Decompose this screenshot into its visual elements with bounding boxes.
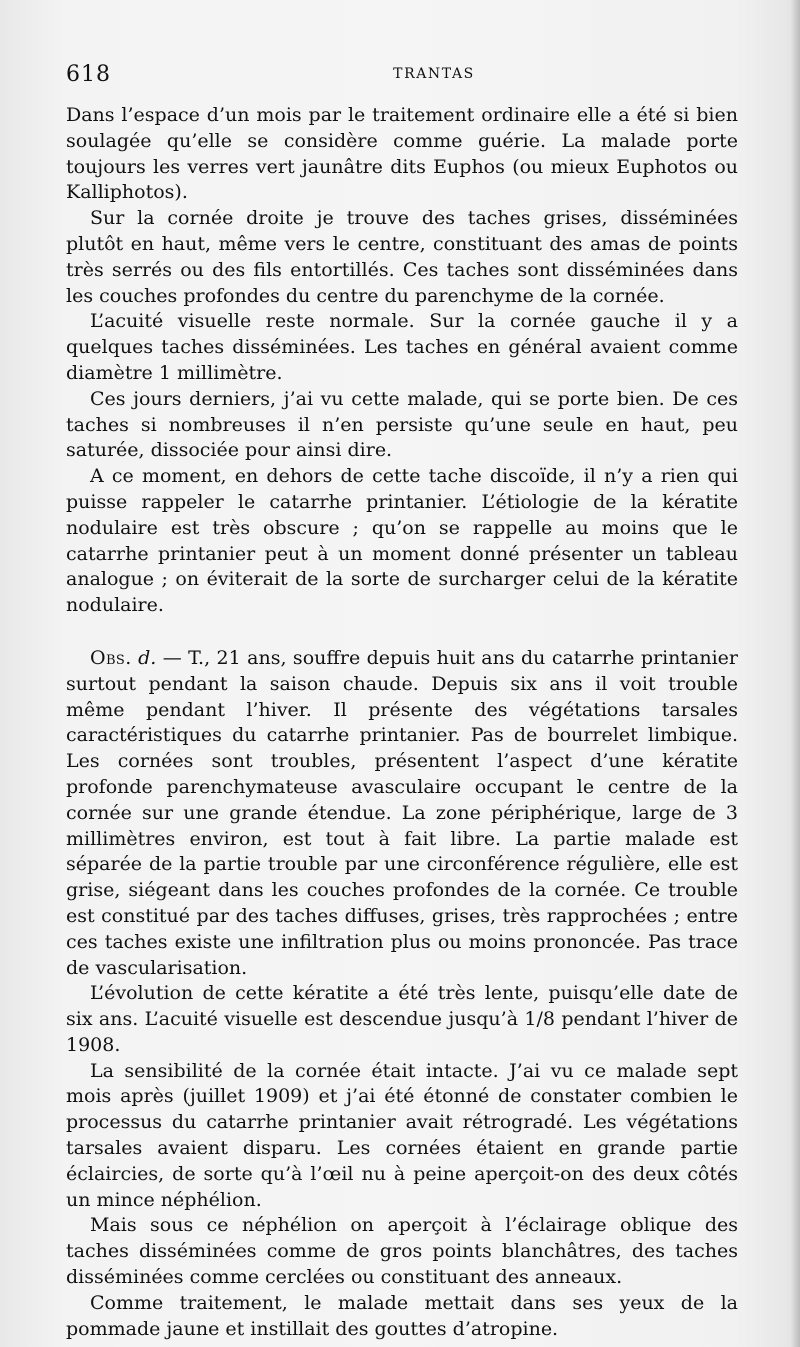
main-text — [66, 103, 738, 1342]
page-header — [66, 62, 732, 86]
paragraph: A ce moment, en dehors de cette tache discoïde, il n’y a rien qui puisse rappeler le catarrhe printanier. L’étiologie de la kératite nodulaire est très obscure ; qu’on se rappelle au moins que le catarrhe printanier peut à un moment donné présenter un tableau analogue ; on éviterait de la sorte de surcharger celui de la kératite nodulaire. — [66, 465, 738, 617]
running-title: TRANTAS — [393, 66, 475, 82]
observation-paragraph — [66, 646, 738, 981]
observation-label: Obs. — [90, 646, 132, 669]
observation-text: — T., 21 ans, souffre depuis huit ans du catarrhe printanier surtout pendant la saison chaude. Depuis six ans il voit trouble même pendant l’hiver. Il présente des végétations tarsales caractéristiques du catarrhe printanier. Pas de bourrelet limbique. Les cornées sont troubles, présentent l’aspect d’une kératite profonde parenchymateuse avasculaire occupant le centre de la cornée sur une grande étendue. La zone périphérique, large de 3 millimètres environ, est tout à fait libre. La partie malade est séparée de la partie trouble par une circonférence régulière, elle est grise, siégeant dans les couches profondes de la cornée. Ce trouble est constitué par des taches diffuses, grises, très rapprochées ; entre ces taches existe une infiltration plus ou moins prononcée. Pas trace de vascularisation. — [66, 646, 739, 979]
paragraph: L’acuité visuelle reste normale. Sur la cornée gauche il y a quelques taches disséminées. Les taches en général avaient comme diamètre 1 millimètre. — [66, 310, 738, 384]
page-edge-shadow — [790, 0, 800, 1347]
paragraph: Comme traitement, le malade mettait dans ses yeux de la pommade jaune et instillait des gouttes d’atropine. — [66, 1291, 738, 1340]
paragraph: Dans l’espace d’un mois par le traitement ordinaire elle a été si bien soulagée qu’elle se considère comme guérie. La malade porte toujours les verres vert jaunâtre dits Euphos (ou mieux Euphotos ou Kalliphotos). — [66, 104, 738, 204]
section-gap — [66, 619, 738, 646]
paragraph: La sensibilité de la cornée était intacte. J’ai vu ce malade sept mois après (juillet 1909) et j’ai été étonné de constater combien le processus du catarrhe printanier avait rétrogradé. Les végétations tarsales avaient disparu. Les cornées étaient en grande partie éclaircies, de sorte qu’à l’œil nu à peine aperçoit-on des deux côtés un mince néphélion. — [66, 1059, 738, 1211]
paragraph: L’évolution de cette kératite a été très lente, puisqu’elle date de six ans. L’acuité visuelle est descendue jusqu’à 1/8 pendant l’hiver de 1908. — [66, 982, 738, 1056]
observation-letter: d. — [138, 646, 157, 669]
page-number: 618 — [66, 62, 111, 87]
paragraph: Ces jours derniers, j’ai vu cette malade, qui se porte bien. De ces taches si nombreuses il n’en persiste qu’une seule en haut, peu saturée, dissociée pour ainsi dire. — [66, 387, 738, 462]
paragraph: Mais sous ce néphélion on aperçoit à l’éclairage oblique des taches disséminées comme de gros points blanchâtres, des taches disséminées comme cerclées ou constituant des anneaux. — [66, 1214, 738, 1289]
paragraph: Sur la cornée droite je trouve des taches grises, disséminées plutôt en haut, même vers le centre, constituant des amas de points très serrés ou des fils entortillés. Ces taches sont disséminées dans les couches profondes du centre du parenchyme de la cornée. — [66, 207, 738, 307]
